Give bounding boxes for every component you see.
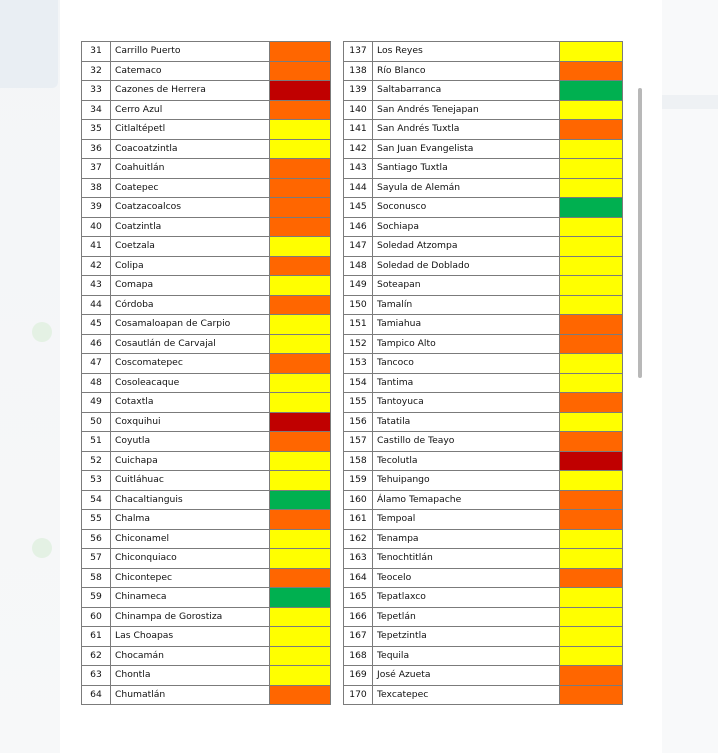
- table-row: [82, 315, 331, 335]
- municipality-name: Tepetlán: [373, 607, 560, 627]
- status-color-cell: [560, 627, 623, 647]
- status-color-cell: [560, 412, 623, 432]
- status-color-cell: [270, 217, 331, 237]
- municipality-name: Saltabarranca: [373, 81, 560, 101]
- municipality-name: Chacaltianguis: [111, 490, 270, 510]
- status-color-cell: [270, 42, 331, 62]
- municipality-name: Coatepec: [111, 178, 270, 198]
- row-number: 55: [82, 510, 111, 530]
- municipality-name: Soledad de Doblado: [373, 256, 560, 276]
- status-color-cell: [560, 529, 623, 549]
- municipality-name: Cosoleacaque: [111, 373, 270, 393]
- table-row: [344, 373, 623, 393]
- row-number: 48: [82, 373, 111, 393]
- row-number: 32: [82, 61, 111, 81]
- municipality-name: Tamiahua: [373, 315, 560, 335]
- table-row: [82, 354, 331, 374]
- status-color-cell: [560, 256, 623, 276]
- row-number: 49: [82, 393, 111, 413]
- table-row: [344, 315, 623, 335]
- municipality-name: Chalma: [111, 510, 270, 530]
- row-number: 154: [344, 373, 373, 393]
- municipality-name: Coatzintla: [111, 217, 270, 237]
- status-color-cell: [560, 510, 623, 530]
- status-color-cell: [270, 159, 331, 179]
- municipality-name: Tequila: [373, 646, 560, 666]
- table-row: [344, 549, 623, 569]
- status-color-cell: [270, 685, 331, 705]
- table-row: [82, 549, 331, 569]
- table-row: [82, 81, 331, 101]
- status-color-cell: [270, 295, 331, 315]
- row-number: 57: [82, 549, 111, 569]
- table-row: [82, 666, 331, 686]
- row-number: 58: [82, 568, 111, 588]
- municipality-name: Tehuipango: [373, 471, 560, 491]
- table-row: [344, 139, 623, 159]
- status-color-cell: [560, 373, 623, 393]
- row-number: 41: [82, 237, 111, 257]
- municipality-name: Cotaxtla: [111, 393, 270, 413]
- status-color-cell: [270, 276, 331, 296]
- table-row: [344, 100, 623, 120]
- municipality-name: Comapa: [111, 276, 270, 296]
- municipality-name: Tancoco: [373, 354, 560, 374]
- municipality-name: Texcatepec: [373, 685, 560, 705]
- status-color-cell: [560, 568, 623, 588]
- row-number: 43: [82, 276, 111, 296]
- municipality-name: Chiconquiaco: [111, 549, 270, 569]
- table-row: [344, 432, 623, 452]
- municipality-name: José Azueta: [373, 666, 560, 686]
- table-row: [344, 471, 623, 491]
- status-color-cell: [270, 178, 331, 198]
- row-number: 153: [344, 354, 373, 374]
- row-number: 51: [82, 432, 111, 452]
- table-row: [344, 256, 623, 276]
- table-row: [344, 354, 623, 374]
- row-number: 163: [344, 549, 373, 569]
- row-number: 64: [82, 685, 111, 705]
- status-color-cell: [270, 432, 331, 452]
- row-number: 166: [344, 607, 373, 627]
- status-color-cell: [270, 490, 331, 510]
- table-row: [344, 159, 623, 179]
- background-badge: [32, 538, 52, 558]
- municipality-name: Citlaltépetl: [111, 120, 270, 140]
- table-row: [82, 412, 331, 432]
- row-number: 168: [344, 646, 373, 666]
- row-number: 60: [82, 607, 111, 627]
- table-row: [344, 81, 623, 101]
- status-color-cell: [560, 666, 623, 686]
- row-number: 149: [344, 276, 373, 296]
- table-row: [344, 451, 623, 471]
- municipality-table-right: [343, 41, 623, 705]
- row-number: 159: [344, 471, 373, 491]
- row-number: 158: [344, 451, 373, 471]
- row-number: 165: [344, 588, 373, 608]
- table-row: [344, 666, 623, 686]
- row-number: 40: [82, 217, 111, 237]
- row-number: 42: [82, 256, 111, 276]
- row-number: 147: [344, 237, 373, 257]
- table-row: [344, 42, 623, 62]
- row-number: 162: [344, 529, 373, 549]
- row-number: 61: [82, 627, 111, 647]
- row-number: 47: [82, 354, 111, 374]
- municipality-name: Chumatlán: [111, 685, 270, 705]
- municipality-name: Soledad Atzompa: [373, 237, 560, 257]
- table-row: [82, 451, 331, 471]
- status-color-cell: [270, 120, 331, 140]
- municipality-name: Los Reyes: [373, 42, 560, 62]
- municipality-name: Coyutla: [111, 432, 270, 452]
- row-number: 33: [82, 81, 111, 101]
- row-number: 39: [82, 198, 111, 218]
- row-number: 38: [82, 178, 111, 198]
- table-row: [344, 646, 623, 666]
- row-number: 37: [82, 159, 111, 179]
- status-color-cell: [560, 295, 623, 315]
- municipality-name: Coahuitlán: [111, 159, 270, 179]
- table-row: [82, 646, 331, 666]
- status-color-cell: [560, 42, 623, 62]
- status-color-cell: [270, 412, 331, 432]
- status-color-cell: [560, 100, 623, 120]
- table-row: [82, 568, 331, 588]
- status-color-cell: [270, 100, 331, 120]
- table-body-left: [82, 42, 331, 705]
- municipality-name: Tantima: [373, 373, 560, 393]
- table-row: [344, 120, 623, 140]
- status-color-cell: [560, 685, 623, 705]
- status-color-cell: [270, 607, 331, 627]
- row-number: 59: [82, 588, 111, 608]
- row-number: 36: [82, 139, 111, 159]
- row-number: 157: [344, 432, 373, 452]
- table-row: [82, 588, 331, 608]
- row-number: 169: [344, 666, 373, 686]
- row-number: 44: [82, 295, 111, 315]
- status-color-cell: [270, 666, 331, 686]
- row-number: 45: [82, 315, 111, 335]
- status-color-cell: [560, 237, 623, 257]
- table-row: [344, 627, 623, 647]
- scrollbar-thumb[interactable]: [638, 88, 642, 378]
- municipality-name: San Andrés Tenejapan: [373, 100, 560, 120]
- status-color-cell: [270, 373, 331, 393]
- table-row: [82, 120, 331, 140]
- row-number: 161: [344, 510, 373, 530]
- table-row: [82, 42, 331, 62]
- municipality-name: Coetzala: [111, 237, 270, 257]
- table-row: [82, 490, 331, 510]
- table-row: [82, 178, 331, 198]
- status-color-cell: [270, 471, 331, 491]
- status-color-cell: [560, 276, 623, 296]
- municipality-name: Coscomatepec: [111, 354, 270, 374]
- municipality-name: Carrillo Puerto: [111, 42, 270, 62]
- municipality-name: Chocamán: [111, 646, 270, 666]
- table-row: [82, 471, 331, 491]
- row-number: 146: [344, 217, 373, 237]
- status-color-cell: [270, 568, 331, 588]
- table-row: [344, 607, 623, 627]
- row-number: 63: [82, 666, 111, 686]
- municipality-name: Tempoal: [373, 510, 560, 530]
- table-row: [344, 217, 623, 237]
- municipality-name: Chinampa de Gorostiza: [111, 607, 270, 627]
- municipality-name: Chinameca: [111, 588, 270, 608]
- row-number: 138: [344, 61, 373, 81]
- municipality-name: Coatzacoalcos: [111, 198, 270, 218]
- municipality-name: Álamo Temapache: [373, 490, 560, 510]
- municipality-name: Tatatila: [373, 412, 560, 432]
- status-color-cell: [560, 607, 623, 627]
- status-color-cell: [270, 139, 331, 159]
- municipality-name: Tepetzintla: [373, 627, 560, 647]
- row-number: 31: [82, 42, 111, 62]
- status-color-cell: [270, 81, 331, 101]
- background-badge: [32, 322, 52, 342]
- table-row: [344, 529, 623, 549]
- municipality-name: Coxquihui: [111, 412, 270, 432]
- municipality-name: Sayula de Alemán: [373, 178, 560, 198]
- municipality-name: Tenochtitlán: [373, 549, 560, 569]
- municipality-name: Las Choapas: [111, 627, 270, 647]
- row-number: 35: [82, 120, 111, 140]
- municipality-name: Chicontepec: [111, 568, 270, 588]
- table-row: [344, 685, 623, 705]
- municipality-name: Colipa: [111, 256, 270, 276]
- municipality-name: Sochiapa: [373, 217, 560, 237]
- status-color-cell: [560, 588, 623, 608]
- table-row: [82, 685, 331, 705]
- municipality-table-left: [81, 41, 331, 705]
- status-color-cell: [270, 510, 331, 530]
- table-row: [344, 412, 623, 432]
- status-color-cell: [560, 315, 623, 335]
- status-color-cell: [270, 588, 331, 608]
- row-number: 54: [82, 490, 111, 510]
- municipality-name: Castillo de Teayo: [373, 432, 560, 452]
- status-color-cell: [560, 490, 623, 510]
- row-number: 151: [344, 315, 373, 335]
- status-color-cell: [560, 198, 623, 218]
- table-row: [82, 256, 331, 276]
- row-number: 50: [82, 412, 111, 432]
- status-color-cell: [560, 217, 623, 237]
- row-number: 140: [344, 100, 373, 120]
- table-row: [344, 276, 623, 296]
- status-color-cell: [270, 549, 331, 569]
- table-row: [82, 607, 331, 627]
- table-row: [344, 61, 623, 81]
- table-row: [344, 568, 623, 588]
- row-number: 34: [82, 100, 111, 120]
- table-row: [82, 276, 331, 296]
- status-color-cell: [560, 432, 623, 452]
- table-row: [82, 217, 331, 237]
- row-number: 62: [82, 646, 111, 666]
- status-color-cell: [560, 393, 623, 413]
- status-color-cell: [560, 549, 623, 569]
- table-row: [82, 432, 331, 452]
- table-row: [82, 627, 331, 647]
- row-number: 167: [344, 627, 373, 647]
- municipality-name: Soconusco: [373, 198, 560, 218]
- row-number: 142: [344, 139, 373, 159]
- row-number: 141: [344, 120, 373, 140]
- row-number: 152: [344, 334, 373, 354]
- municipality-name: Teocelo: [373, 568, 560, 588]
- table-row: [82, 393, 331, 413]
- table-row: [344, 510, 623, 530]
- municipality-name: Tecolutla: [373, 451, 560, 471]
- table-row: [82, 139, 331, 159]
- status-color-cell: [270, 393, 331, 413]
- background-left-panel: [0, 0, 60, 753]
- table-row: [344, 334, 623, 354]
- row-number: 148: [344, 256, 373, 276]
- table-row: [344, 178, 623, 198]
- municipality-name: Cosautlán de Carvajal: [111, 334, 270, 354]
- row-number: 139: [344, 81, 373, 101]
- table-row: [82, 100, 331, 120]
- municipality-name: Tenampa: [373, 529, 560, 549]
- table-row: [82, 334, 331, 354]
- status-color-cell: [560, 178, 623, 198]
- status-color-cell: [560, 120, 623, 140]
- municipality-name: Soteapan: [373, 276, 560, 296]
- municipality-name: Cazones de Herrera: [111, 81, 270, 101]
- status-color-cell: [270, 529, 331, 549]
- table-row: [82, 198, 331, 218]
- row-number: 150: [344, 295, 373, 315]
- municipality-name: Río Blanco: [373, 61, 560, 81]
- table-body-right: [344, 42, 623, 705]
- status-color-cell: [270, 315, 331, 335]
- municipality-name: Tampico Alto: [373, 334, 560, 354]
- table-row: [82, 529, 331, 549]
- row-number: 52: [82, 451, 111, 471]
- status-color-cell: [560, 471, 623, 491]
- municipality-name: Tantoyuca: [373, 393, 560, 413]
- status-color-cell: [560, 139, 623, 159]
- municipality-name: Chontla: [111, 666, 270, 686]
- background-card: [0, 0, 58, 88]
- row-number: 156: [344, 412, 373, 432]
- status-color-cell: [560, 334, 623, 354]
- table-row: [344, 588, 623, 608]
- row-number: 144: [344, 178, 373, 198]
- table-row: [82, 295, 331, 315]
- table-row: [344, 198, 623, 218]
- table-row: [82, 159, 331, 179]
- municipality-name: Chiconamel: [111, 529, 270, 549]
- status-color-cell: [270, 237, 331, 257]
- status-color-cell: [560, 61, 623, 81]
- status-color-cell: [270, 451, 331, 471]
- municipality-name: Tamalín: [373, 295, 560, 315]
- status-color-cell: [270, 256, 331, 276]
- status-color-cell: [270, 198, 331, 218]
- municipality-name: Cuichapa: [111, 451, 270, 471]
- status-color-cell: [270, 354, 331, 374]
- status-color-cell: [270, 334, 331, 354]
- status-color-cell: [270, 646, 331, 666]
- table-row: [344, 295, 623, 315]
- row-number: 145: [344, 198, 373, 218]
- municipality-name: Cuitláhuac: [111, 471, 270, 491]
- table-row: [344, 393, 623, 413]
- municipality-name: San Andrés Tuxtla: [373, 120, 560, 140]
- row-number: 155: [344, 393, 373, 413]
- municipality-name: Córdoba: [111, 295, 270, 315]
- status-color-cell: [560, 646, 623, 666]
- municipality-name: Cerro Azul: [111, 100, 270, 120]
- table-row: [344, 490, 623, 510]
- row-number: 46: [82, 334, 111, 354]
- municipality-name: Santiago Tuxtla: [373, 159, 560, 179]
- municipality-name: San Juan Evangelista: [373, 139, 560, 159]
- table-row: [82, 237, 331, 257]
- table-row: [82, 510, 331, 530]
- row-number: 53: [82, 471, 111, 491]
- status-color-cell: [270, 61, 331, 81]
- row-number: 143: [344, 159, 373, 179]
- row-number: 160: [344, 490, 373, 510]
- municipality-name: Catemaco: [111, 61, 270, 81]
- row-number: 164: [344, 568, 373, 588]
- municipality-name: Coacoatzintla: [111, 139, 270, 159]
- row-number: 56: [82, 529, 111, 549]
- table-row: [82, 61, 331, 81]
- row-number: 137: [344, 42, 373, 62]
- status-color-cell: [560, 451, 623, 471]
- status-color-cell: [270, 627, 331, 647]
- status-color-cell: [560, 354, 623, 374]
- row-number: 170: [344, 685, 373, 705]
- status-color-cell: [560, 81, 623, 101]
- table-row: [82, 373, 331, 393]
- municipality-name: Cosamaloapan de Carpio: [111, 315, 270, 335]
- table-row: [344, 237, 623, 257]
- status-color-cell: [560, 159, 623, 179]
- municipality-name: Tepatlaxco: [373, 588, 560, 608]
